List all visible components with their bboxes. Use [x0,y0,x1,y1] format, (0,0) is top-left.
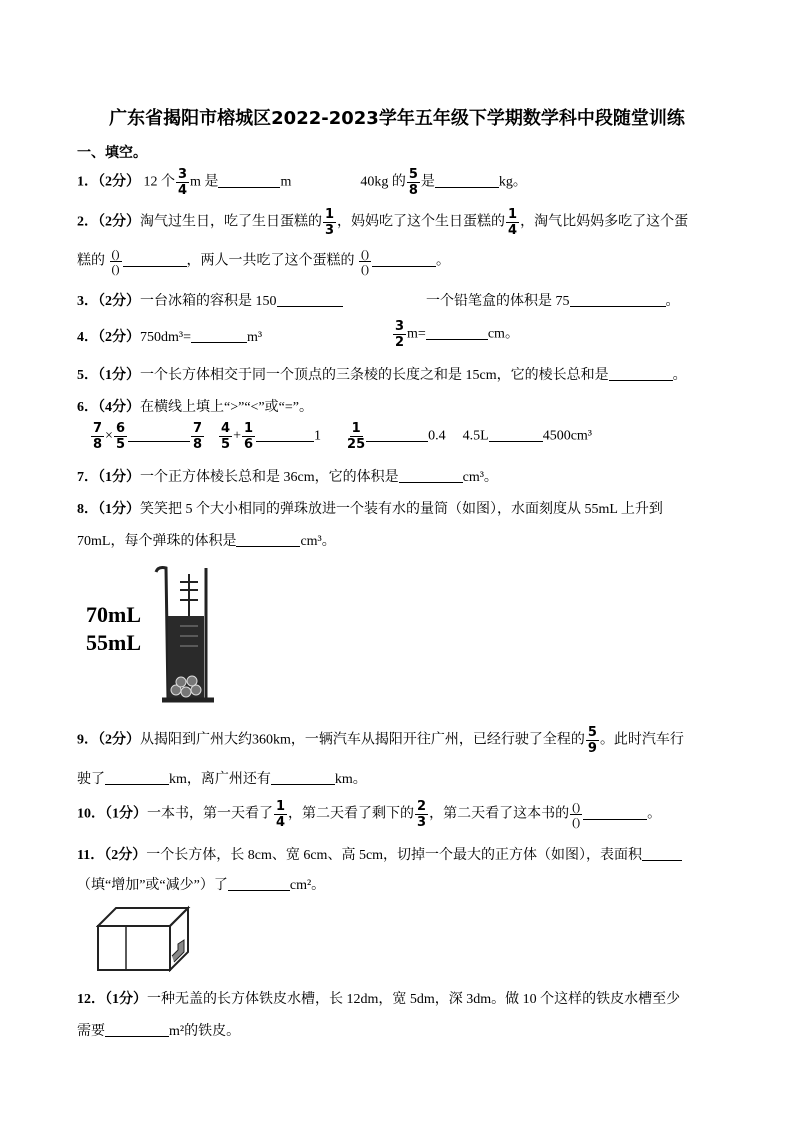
question-text: 在横线上填上“>”“<”或“=”。 [140,400,313,415]
question-score: （2分） [98,330,140,345]
question-text: 40kg 的 [360,174,406,190]
question-text: m [280,174,292,190]
question-number: 9． [77,732,98,748]
question-text: m 是 [190,174,219,190]
question-score: （1分） [98,368,140,383]
section-heading: 一、填空。 [77,145,147,161]
question-text: km。 [334,772,367,787]
question-text: 一个长方体，长 8cm、宽 6cm、高 5cm，切掉一个最大的正方体（如图），表面积 [146,848,643,863]
question-6 [77,396,313,416]
question-number: 11． [77,848,105,863]
expression-value: 4.5L [462,428,489,444]
question-text: cm³。 [300,534,336,549]
question-text: cm。 [487,326,519,342]
question-text: 一个长方体相交于同一个顶点的三条棱的长度之和是 15cm，它的棱长总和是 [140,368,609,383]
cylinder-icon [146,560,216,710]
question-12-line-2 [77,1020,240,1040]
question-text: ，第二天看了这本书的 [429,806,570,822]
question-score: （4分） [98,400,140,415]
fraction-blank[interactable]: $\frac{()}{()}$ [572,800,581,829]
question-score: （1分） [105,992,147,1007]
question-8 [77,498,663,518]
answer-blank[interactable] [277,292,343,307]
fraction-blank[interactable]: $\frac{()}{()}$ [361,247,369,276]
question-text: m²的铁皮。 [169,1024,241,1039]
fraction: $\frac{3}{4}$ [178,167,188,198]
answer-blank[interactable] [489,427,543,442]
label-55ml: 55mL [86,630,141,655]
answer-blank[interactable] [256,427,314,442]
question-score: （2分） [98,174,140,190]
question-score: （2分） [98,214,140,230]
question-score: （2分） [98,732,140,748]
question-8-line-2 [77,530,336,550]
question-number: 2． [77,214,98,230]
question-text: 淘气过生日，吃了生日蛋糕的 [140,214,322,230]
question-score: （1分） [98,502,140,517]
fraction: $\frac{6}{5}$ [115,421,125,452]
fraction: $\frac{2}{3}$ [417,799,427,830]
answer-blank[interactable] [609,366,673,381]
fraction-blank[interactable]: $\frac{()}{()}$ [111,247,120,276]
page-title: 广东省揭阳市榕城区2022-2023学年五年级下学期数学科中段随堂训练 [109,108,685,129]
question-2-line-2 [77,248,450,275]
operator: × [105,428,113,444]
question-text: 。此时汽车行 [599,732,684,748]
answer-blank[interactable] [236,532,300,547]
fraction: $\frac{5}{9}$ [587,725,597,756]
question-text: m³ [246,330,263,345]
question-text: m= [407,326,426,342]
question-text: 750dm³= [140,330,191,345]
question-3 [77,290,343,310]
question-4 [77,326,262,346]
question-10 [77,800,661,829]
question-text: 。 [665,294,680,309]
answer-blank[interactable] [228,876,290,891]
question-11-line-2 [77,874,325,894]
fraction: $\frac{3}{2}$ [395,319,405,350]
question-3-part-2 [426,290,680,310]
question-number: 10． [77,806,105,822]
question-9 [77,726,684,755]
question-4-part-2 [392,320,519,349]
question-text: 是 [420,174,435,190]
question-text: 一种无盖的长方体铁皮水槽，长 12dm，宽 5dm，深 3dm。做 10 个这样的铁皮水槽至少 [147,992,681,1007]
question-score: （2分） [98,294,140,309]
question-9-line-2 [77,768,367,788]
question-number: 1． [77,174,98,190]
question-12 [77,988,680,1008]
fraction: $\frac{7}{8}$ [93,421,103,452]
expression-value: 1 [314,428,322,444]
question-1 [77,168,527,197]
question-text: ，妈妈吃了这个生日蛋糕的 [337,214,506,230]
answer-blank[interactable] [583,805,647,820]
answer-blank[interactable] [128,427,190,442]
question-text: 需要 [77,1024,105,1039]
question-text: 驶了 [77,772,105,787]
answer-blank[interactable] [271,770,335,785]
question-number: 12． [77,992,105,1007]
question-text: 12 个 [143,174,175,190]
question-number: 6． [77,400,98,415]
question-text: km，离广州还有 [169,772,271,787]
answer-blank[interactable] [105,770,169,785]
expression-value: 4500cm³ [542,428,593,444]
question-text: ，两人一共吃了这个蛋糕的 [186,253,355,269]
answer-blank[interactable] [399,468,463,483]
question-score: （1分） [105,806,147,822]
question-text: 。 [672,368,687,383]
answer-blank[interactable] [218,173,280,188]
question-score: （2分） [104,848,147,863]
fraction: $\frac{1}{6}$ [244,421,254,452]
question-text: kg。 [498,174,527,190]
question-text: 从揭阳到广州大约360km，一辆汽车从揭阳开往广州，已经行驶了全程的 [140,732,585,748]
fraction: $\frac{1}{25}$ [347,421,366,452]
question-7 [77,466,498,486]
question-text: 一个铅笔盒的体积是 75 [426,294,570,309]
operator: + [233,428,241,444]
question-text: 70mL，每个弹珠的体积是 [77,534,237,549]
question-6-expressions [90,422,592,451]
graduated-cylinder-figure [86,560,216,710]
question-text: cm³。 [462,470,498,485]
answer-blank[interactable] [105,1022,169,1037]
fraction: $\frac{1}{4}$ [508,207,518,238]
answer-blank[interactable] [366,427,428,442]
question-number: 5． [77,368,98,383]
answer-blank[interactable] [435,173,499,188]
answer-blank[interactable] [372,252,436,267]
question-score: （1分） [98,470,140,485]
answer-blank[interactable] [570,292,666,307]
answer-blank[interactable] [123,252,187,267]
fraction: $\frac{4}{5}$ [221,421,231,452]
question-number: 7． [77,470,98,485]
question-number: 3． [77,294,98,309]
cuboid-figure [96,904,192,972]
fraction: $\frac{1}{3}$ [325,207,335,238]
answer-blank[interactable] [642,846,682,861]
answer-blank[interactable] [426,325,488,340]
question-text: 一个正方体棱长总和是 36cm，它的体积是 [140,470,399,485]
question-text: （填“增加”或“减少”）了 [77,878,228,893]
question-text: 一本书，第一天看了 [147,806,273,822]
fraction: $\frac{5}{8}$ [408,167,418,198]
question-2 [77,208,688,237]
question-text: 。 [647,806,662,822]
question-text: ，淘气比妈妈多吃了这个蛋 [520,214,689,230]
question-11 [77,844,682,864]
expression-value: 0.4 [428,428,446,444]
question-text: 一台冰箱的容积是 150 [140,294,277,309]
question-text: 。 [436,253,450,269]
label-70ml: 70mL [86,602,141,627]
question-number: 8． [77,502,98,517]
fraction: $\frac{1}{4}$ [276,799,286,830]
fraction: $\frac{7}{8}$ [193,421,203,452]
question-number: 4． [77,330,98,345]
question-text: 糕的 [77,253,105,269]
question-text: cm²。 [289,878,326,893]
question-text: 笑笑把 5 个大小相同的弹珠放进一个装有水的量筒（如图），水面刻度从 55mL 上升到 [140,502,663,517]
question-text: ，第二天看了剩下的 [288,806,415,822]
question-5 [77,364,687,384]
answer-blank[interactable] [191,328,247,343]
